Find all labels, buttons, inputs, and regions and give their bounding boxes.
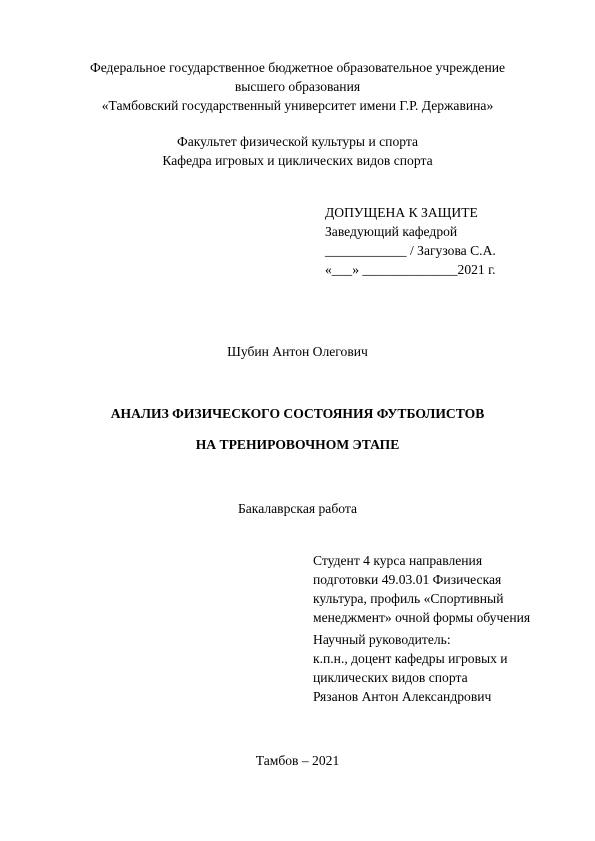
faculty-block xyxy=(0,132,595,170)
approval-line: ДОПУЩЕНА К ЗАЩИТЕ xyxy=(325,205,478,220)
supervisor-line: Рязанов Антон Александрович xyxy=(313,689,492,704)
faculty-name: Факультет физической культуры и спорта xyxy=(176,134,418,149)
approval-line: «___» ______________2021 г. xyxy=(325,262,496,277)
org-line: «Тамбовский государственный университет имени Г.Р. Державина» xyxy=(101,98,494,113)
supervisor-line: к.п.н., доцент кафедры игровых и xyxy=(313,651,508,666)
approval-line: ____________ / Загузова С.А. xyxy=(325,243,496,258)
thesis-title: АНАЛИЗ ФИЗИЧЕСКОГО СОСТОЯНИЯ ФУТБОЛИСТОВ xyxy=(110,406,485,421)
org-line: Федеральное государственное бюджетное образовательное учреждение xyxy=(89,60,506,75)
student-block xyxy=(313,551,530,627)
approval-block xyxy=(325,203,496,279)
city-year: Тамбов – 2021 xyxy=(255,753,340,768)
organization-block xyxy=(0,58,595,115)
supervisor-block xyxy=(313,630,508,706)
student-line: менеджмент» очной формы обучения xyxy=(313,610,531,625)
author-name: Шубин Антон Олегович xyxy=(227,344,368,359)
student-line: культура, профиль «Спортивный xyxy=(313,591,504,606)
supervisor-line: циклических видов спорта xyxy=(313,670,468,685)
student-line: Студент 4 курса направления xyxy=(313,553,483,568)
thesis-title: НА ТРЕНИРОВОЧНОМ ЭТАПЕ xyxy=(195,437,400,452)
org-line: высшего образования xyxy=(234,79,361,94)
supervisor-line: Научный руководитель: xyxy=(313,632,451,647)
student-line: подготовки 49.03.01 Физическая xyxy=(313,572,502,587)
department-name: Кафедра игровых и циклических видов спорта xyxy=(162,153,433,168)
work-type: Бакалаврская работа xyxy=(237,501,358,516)
approval-line: Заведующий кафедрой xyxy=(325,224,458,239)
